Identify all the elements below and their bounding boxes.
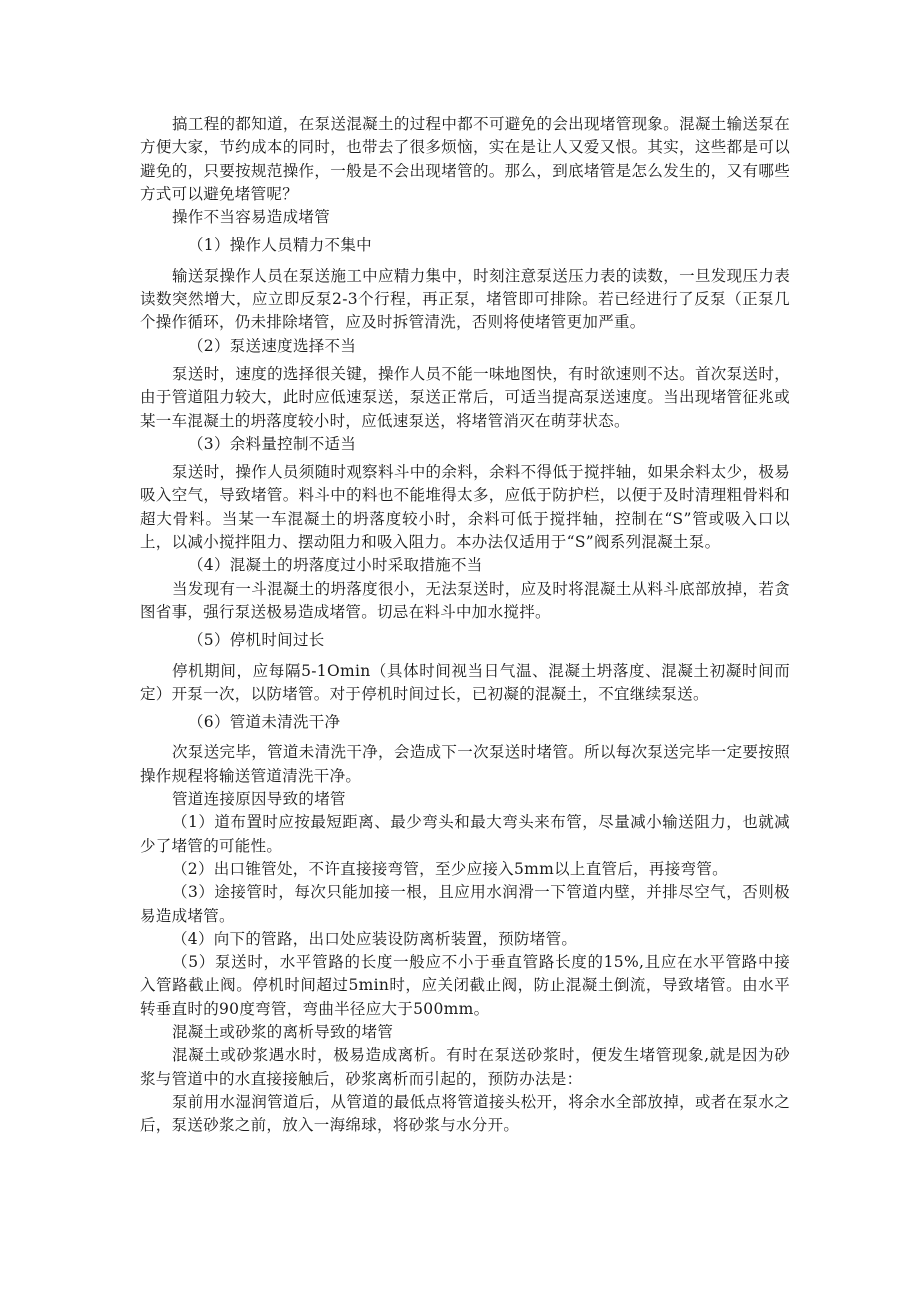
list-item: （1）道布置时应按最短距离、最少弯头和最大弯头来布管，尽量减小输送阻力，也就减少了堵管的可能性。 [140, 813, 790, 855]
item-title: （3）余料量控制不适当 [188, 434, 357, 453]
section-heading-pipe: 管道连接原因导致的堵管 [172, 790, 346, 809]
document-body [140, 113, 790, 1137]
item-body: 泵送时，操作人员须随时观察料斗中的余料，余料不得低于搅拌轴，如果余料太少，极易吸入空气，导致堵管。料斗中的料也不能堆得太多，应低于防护栏，以便于及时清理粗骨料和超大骨料。当某一车混凝土的坍落度较小时，余料可低于搅拌轴，控制在“S”管或吸入口以上，以减小搅拌阻力、摆动阻力和吸入阻力。本办法仅适用于“S”阀系列混凝土泵。 [140, 463, 790, 552]
item-body: 停机期间，应每隔5-1Omin（具体时间视当日气温、混凝土坍落度、混凝土初凝时间而定）开泵一次，以防堵管。对于停机时间过长，已初凝的混凝土，不宜继续泵送。 [140, 661, 790, 703]
item-title: （1）操作人员精力不集中 [188, 236, 372, 255]
list-item: （2）出口锥管处，不许直接接弯管，至少应接入5mm以上直管后，再接弯管。 [172, 859, 728, 878]
list-item: （3）途接管时，每次只能加接一根，且应用水润滑一下管道内壁，并排尽空气，否则极易造成堵管。 [140, 883, 790, 925]
section-heading-operation: 操作不当容易造成堵管 [172, 208, 331, 227]
paragraph: 混凝土或砂浆遇水时，极易造成离析。有时在泵送砂浆时，便发生堵管现象,就是因为砂浆与管道中的水直接接触后，砂浆离析而引起的，预防办法是： [140, 1046, 790, 1088]
item-title: （6）管道未清洗干净 [188, 713, 341, 732]
item-title: （5）停机时间过长 [188, 631, 325, 650]
section-heading-segregation: 混凝土或砂浆的离析导致的堵管 [172, 1022, 394, 1041]
list-item: （4）向下的管路，出口处应装设防离析装置，预防堵管。 [172, 929, 578, 948]
item-body: 次泵送完毕，管道未清洗干净，会造成下一次泵送时堵管。所以每次泵送完毕一定要按照操作规程将输送管道清洗干净。 [140, 743, 790, 785]
item-title: （2）泵送速度选择不当 [188, 336, 357, 355]
item-body: 泵送时，速度的选择很关键，操作人员不能一味地图快，有时欲速则不达。首次泵送时，由于管道阻力较大，此时应低速泵送，泵送正常后，可适当提高泵送速度。当出现堵管征兆或某一车混凝土的坍落度较小时，应低速泵送，将堵管消灭在萌芽状态。 [140, 364, 790, 430]
intro-paragraph: 搞工程的都知道，在泵送混凝土的过程中都不可避免的会出现堵管现象。混凝土输送泵在方便大家，节约成本的同时，也带去了很多烦恼，实在是让人又爱又恨。其实，这些都是可以避免的，只要按规范操作，一般是不会出现堵管的。那么，到底堵管是怎么发生的，又有哪些方式可以避免堵管呢？ [140, 115, 790, 203]
list-item: （5）泵送时，水平管路的长度一般应不小于垂直管路长度的15%,且应在水平管路中接入管路截止阀。停机时间超过5min时，应关闭截止阀，防止混凝土倒流，导致堵管。由水平转垂直时的90度弯管，弯曲半径应大于500mm。 [140, 953, 790, 1018]
item-body: 当发现有一斗混凝土的坍落度很小，无法泵送时，应及时将混凝土从料斗底部放掉，若贪图省事，强行泵送极易造成堵管。切忌在料斗中加水搅拌。 [140, 579, 790, 621]
item-body: 输送泵操作人员在泵送施工中应精力集中，时刻注意泵送压力表的读数，一旦发现压力表读数突然增大，应立即反泵2-3个行程，再正泵，堵管即可排除。若已经进行了反泵（正泵几个操作循环，仍未排除堵管，应及时拆管清洗，否则将使堵管更加严重。 [140, 266, 790, 332]
item-title: （4）混凝土的坍落度过小时采取措施不当 [188, 556, 483, 575]
paragraph: 泵前用水湿润管道后，从管道的最低点将管道接头松开，将余水全部放掉，或者在泵水之后，泵送砂浆之前，放入一海绵球，将砂浆与水分开。 [140, 1092, 790, 1135]
